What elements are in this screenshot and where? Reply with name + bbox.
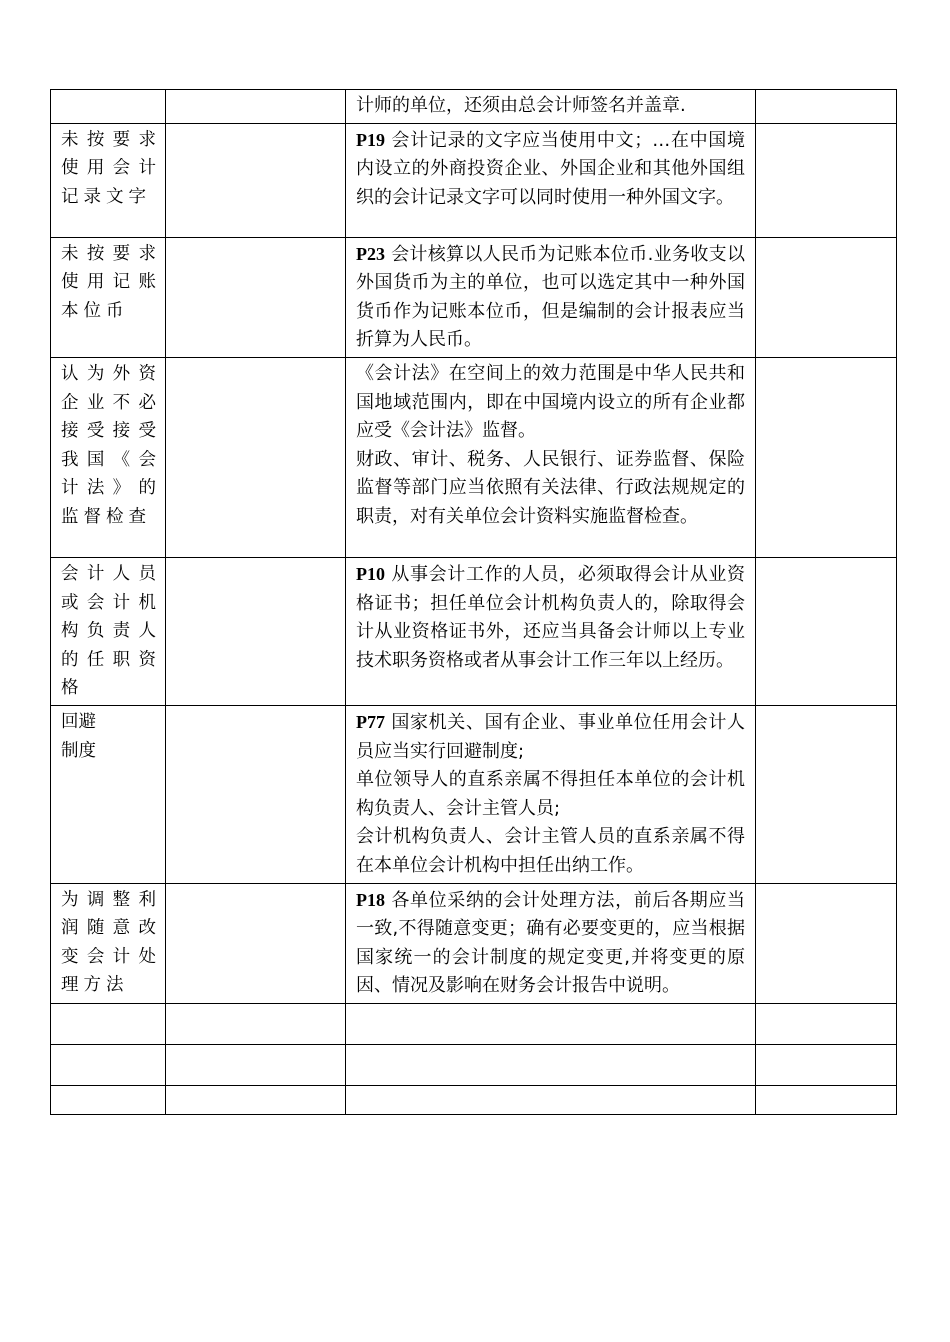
issue-text: 会计人员或会计机构负责人的任职资格 xyxy=(61,563,161,699)
regulation-text: 会计核算以人民币为记账本位币.业务收支以外国货币为主的单位，也可以选定其中一种外国货币作为记账本位币，但是编制的会计报表应当折算为人民币。 xyxy=(356,243,745,351)
regulation-cell xyxy=(346,557,756,705)
notes-cell xyxy=(756,557,897,705)
regulation-cell xyxy=(346,883,756,1003)
page-reference: P19 xyxy=(356,129,385,150)
regulation-text: 从事会计工作的人员，必须取得会计从业资格证书；担任单位会计机构负责人的，除取得会计从业资格证书外，还应当具备会计师以上专业技术职务资格或者从事会计工作三年以上经历。 xyxy=(356,563,745,671)
notes-cell xyxy=(756,90,897,124)
empty-cell xyxy=(51,1044,166,1085)
page-reference: P18 xyxy=(356,889,385,910)
issue-text: 回避 xyxy=(61,711,96,732)
issue-cell xyxy=(51,90,166,124)
regulation-paragraph xyxy=(356,823,745,880)
regulation-paragraph xyxy=(356,92,745,121)
regulation-paragraph xyxy=(356,708,745,766)
empty-cell xyxy=(346,1044,756,1085)
empty-cell xyxy=(346,1003,756,1044)
regulation-text: 国家机关、国有企业、事业单位任用会计人员应当实行回避制度; xyxy=(356,711,745,762)
regulation-paragraph xyxy=(356,560,745,675)
blank-cell xyxy=(166,883,346,1003)
regulation-paragraph xyxy=(356,360,745,446)
notes-cell xyxy=(756,883,897,1003)
notes-cell xyxy=(756,705,897,883)
table-row xyxy=(51,123,897,237)
page-reference: P77 xyxy=(356,711,385,732)
table-body xyxy=(51,90,897,1115)
empty-cell xyxy=(756,1044,897,1085)
issue-text: 认为外资企业不必接受接受我国《会计法》的监督检查 xyxy=(61,363,161,527)
issue-cell xyxy=(51,237,166,357)
regulation-paragraph xyxy=(356,240,745,355)
blank-cell xyxy=(166,90,346,124)
regulation-paragraph xyxy=(356,886,745,1001)
issue-cell xyxy=(51,705,166,883)
regulation-text: 财政、审计、税务、人民银行、证券监督、保险监督等部门应当依照有关法律、行政法规规定的职责，对有关单位会计资料实施监督检查。 xyxy=(356,448,745,527)
empty-table-row xyxy=(51,1044,897,1085)
issue-text: 未按要求使用记账本位币 xyxy=(61,243,161,321)
regulation-paragraph xyxy=(356,126,745,213)
regulation-text: 单位领导人的直系亲属不得担任本单位的会计机构负责人、会计主管人员; xyxy=(356,769,745,819)
regulation-paragraph xyxy=(356,446,745,532)
blank-cell xyxy=(166,705,346,883)
notes-cell xyxy=(756,357,897,557)
regulation-cell xyxy=(346,237,756,357)
regulation-paragraph xyxy=(356,766,745,823)
table-row xyxy=(51,237,897,357)
issue-text: 制度 xyxy=(61,740,96,761)
issue-text: 为调整利润随意改变会计处理方法 xyxy=(61,889,161,996)
empty-cell xyxy=(166,1044,346,1085)
empty-cell xyxy=(166,1085,346,1114)
blank-cell xyxy=(166,557,346,705)
blank-cell xyxy=(166,357,346,557)
issue-cell xyxy=(51,883,166,1003)
regulation-table xyxy=(50,89,897,1115)
notes-cell xyxy=(756,123,897,237)
empty-cell xyxy=(346,1085,756,1114)
regulation-cell xyxy=(346,705,756,883)
notes-cell xyxy=(756,237,897,357)
table-row xyxy=(51,705,897,883)
empty-table-row xyxy=(51,1085,897,1114)
issue-cell xyxy=(51,557,166,705)
regulation-cell xyxy=(346,90,756,124)
regulation-text: 计师的单位，还须由总会计师签名并盖章. xyxy=(356,95,686,116)
regulation-text: 会计机构负责人、会计主管人员的直系亲属不得在本单位会计机构中担任出纳工作。 xyxy=(356,826,745,876)
table-row xyxy=(51,883,897,1003)
table-row xyxy=(51,557,897,705)
empty-cell xyxy=(756,1085,897,1114)
regulation-text: 各单位采纳的会计处理方法，前后各期应当一致,不得随意变更；确有必要变更的，应当根据国家统一的会计制度的规定变更,并将变更的原因、情况及影响在财务会计报告中说明。 xyxy=(356,889,745,997)
empty-cell xyxy=(756,1003,897,1044)
table-row xyxy=(51,357,897,557)
empty-table-row xyxy=(51,1003,897,1044)
blank-cell xyxy=(166,123,346,237)
table-row xyxy=(51,90,897,124)
empty-cell xyxy=(166,1003,346,1044)
issue-cell xyxy=(51,123,166,237)
regulation-cell xyxy=(346,357,756,557)
issue-cell xyxy=(51,357,166,557)
regulation-text: 会计记录的文字应当使用中文；…在中国境内设立的外商投资企业、外国企业和其他外国组织的会计记录文字可以同时使用一种外国文字。 xyxy=(356,129,745,208)
empty-cell xyxy=(51,1085,166,1114)
page-reference: P23 xyxy=(356,243,385,264)
empty-cell xyxy=(51,1003,166,1044)
blank-cell xyxy=(166,237,346,357)
page-reference: P10 xyxy=(356,563,385,584)
issue-text: 未按要求使用会计记录文字 xyxy=(61,129,161,207)
regulation-text: 《会计法》在空间上的效力范围是中华人民共和国地域范围内，即在中国境内设立的所有企业都应受《会计法》监督。 xyxy=(356,362,745,442)
regulation-cell xyxy=(346,123,756,237)
